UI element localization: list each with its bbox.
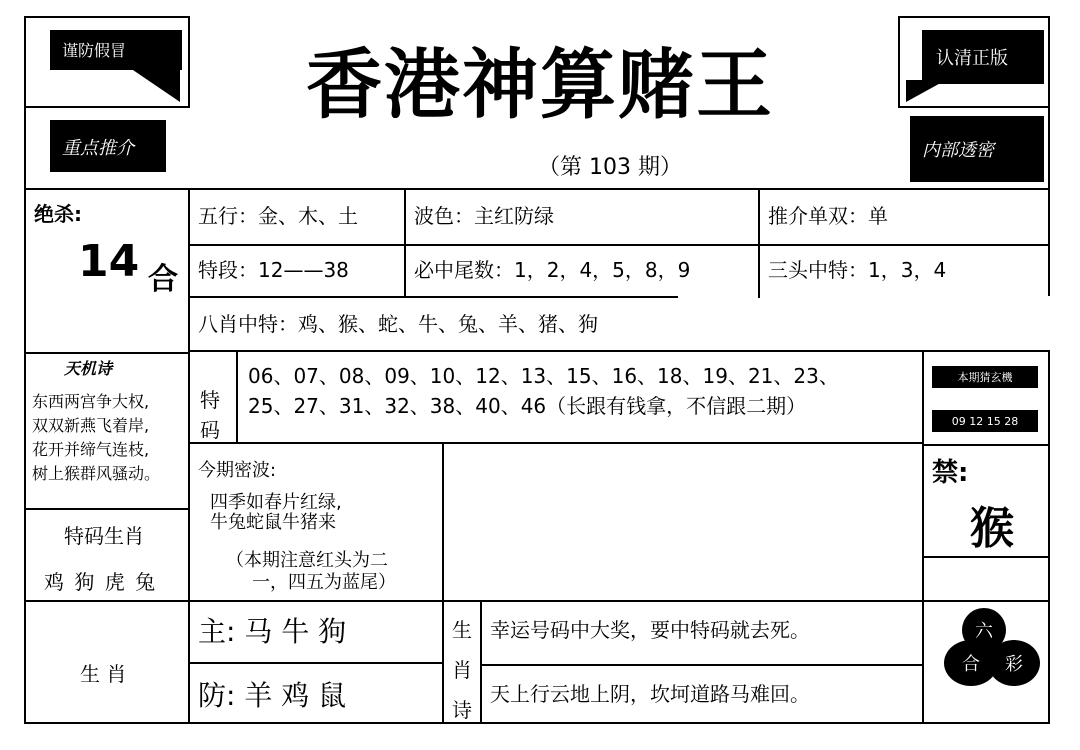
tianji-line: 双双新燕飞着岸, <box>32 416 150 435</box>
grid-row3-line <box>188 350 1050 352</box>
badge-recommend-text: 重点推介 <box>62 138 134 159</box>
grid-right-lower-line <box>922 600 1050 602</box>
poem-label-1: 生 <box>452 618 472 642</box>
grid-poem-divider <box>480 600 482 722</box>
grid-left-column <box>188 188 190 352</box>
tianji-lines <box>32 390 160 486</box>
badge-inside-secret <box>910 116 1044 182</box>
issue-number: （第 103 期） <box>538 155 682 180</box>
frame-bottom <box>24 722 1050 724</box>
mibo-title: 今期密波: <box>198 460 277 481</box>
header-left-divider <box>188 16 190 108</box>
kill-label: 绝杀: <box>34 202 82 226</box>
jin-value: 猴 <box>970 503 1014 554</box>
tema-label-bottom: 码 <box>200 418 220 442</box>
xuanji-numbers: 09 12 15 28 <box>951 414 1019 428</box>
badge-genuine-text: 认清正版 <box>936 48 1008 69</box>
grid-row2-line <box>188 296 678 298</box>
badge-fake-warning <box>50 30 182 70</box>
page-title: 香港神算赌王 <box>306 40 774 129</box>
poem-line2: 天上行云地上阴，坎坷道路马难回。 <box>490 682 810 706</box>
grid-mibo-divider <box>442 442 444 722</box>
xuanji-title: 本期猜玄機 <box>957 371 1013 384</box>
mibo-line2: 牛兔蛇鼠牛猪来 <box>210 512 336 533</box>
tema-shengxiao-value: 鸡 狗 虎 兔 <box>44 570 158 594</box>
grid-tema-shengxiao-bottom <box>24 600 444 602</box>
mibo-line1: 四季如春片红绿, <box>210 492 342 513</box>
grid-shengxiao-mid <box>188 662 444 664</box>
header-right-mid-line <box>898 106 1050 108</box>
badge-fake-warning-text: 谨防假冒 <box>62 41 127 60</box>
grid-row1-line <box>188 244 1050 246</box>
frame-left <box>24 16 26 724</box>
teduan-text: 特段：12——38 <box>198 258 349 282</box>
logo-circle-right <box>988 640 1040 686</box>
tema-shengxiao-label: 特码生肖 <box>64 524 144 548</box>
header-right-divider <box>898 16 900 108</box>
header-right-top-line <box>898 16 1050 18</box>
frame-right <box>1048 16 1050 296</box>
weishu-text: 必中尾数：1，2，4，5，8，9 <box>414 258 691 282</box>
jin-label: 禁: <box>932 458 969 488</box>
tianji-line: 树上猴群风骚动。 <box>32 464 161 483</box>
grid-col-wuxing <box>404 188 406 298</box>
badge-fake-warning-tail <box>130 68 180 102</box>
shengxiao-defend: 防: 羊 鸡 鼠 <box>198 679 347 712</box>
grid-poem-mid <box>480 664 924 666</box>
badge-genuine <box>922 30 1044 84</box>
tema-line2: 25、27、31、32、38、40、46（长跟有钱拿，不信跟二期） <box>248 394 807 418</box>
grid-tianji-line <box>24 352 190 354</box>
mibo-note2: 一，四五为蓝尾） <box>252 572 396 593</box>
header-left-top-line <box>24 16 190 18</box>
tianji-line: 花开并缔气连枝, <box>32 440 150 459</box>
badge-genuine-tail <box>906 80 946 102</box>
danshuang-text: 推介单双：单 <box>768 204 888 228</box>
baxiao-text: 八肖中特：鸡、猴、蛇、牛、兔、羊、猪、狗 <box>198 312 598 336</box>
xuanji-numbers-box <box>932 410 1038 432</box>
grid-poem-top <box>442 600 924 602</box>
grid-xuanji-bottom <box>922 444 1050 446</box>
wuxing-text: 五行：金、木、土 <box>198 204 358 228</box>
grid-tema-divider <box>236 352 238 444</box>
grid-left-lower-column <box>188 352 190 722</box>
grid-tema-bottom <box>188 442 924 444</box>
badge-recommend <box>50 120 166 172</box>
grid-tianji-bottom <box>24 508 190 510</box>
grid-right-column <box>922 352 924 722</box>
frame-right-lower <box>1048 352 1050 724</box>
tianji-title: 天机诗 <box>64 359 113 378</box>
kill-unit: 合 <box>148 262 178 297</box>
badge-inside-secret-text: 内部透密 <box>922 140 994 161</box>
shengxiao-main: 主: 马 牛 狗 <box>198 615 347 648</box>
bose-text: 波色：主红防绿 <box>414 204 554 228</box>
poem-line1: 幸运号码中大奖，要中特码就去死。 <box>490 618 810 642</box>
shengxiao-label: 生 肖 <box>80 662 127 686</box>
grid-jin-bottom <box>922 556 1050 558</box>
tianji-line: 东西两宫争大权, <box>32 392 150 411</box>
poem-label-2: 肖 <box>452 658 472 682</box>
header-left-mid-line <box>24 106 190 108</box>
grid-col-danshuang <box>758 188 760 298</box>
grid-top-line <box>24 188 1050 190</box>
tema-line1: 06、07、08、09、10、12、13、15、16、18、19、21、23、 <box>248 364 839 388</box>
mibo-note1: （本期注意红头为二 <box>226 550 388 571</box>
logo-right-char: 彩 <box>1005 654 1023 675</box>
logo-top-char: 六 <box>975 621 993 642</box>
tema-label-top: 特 <box>200 388 220 412</box>
santou-text: 三头中特：1，3，4 <box>768 258 947 282</box>
poem-label-3: 诗 <box>452 698 472 722</box>
logo-left-char: 合 <box>962 654 980 675</box>
xuanji-title-box <box>932 366 1038 388</box>
kill-number: 14 <box>78 236 140 287</box>
